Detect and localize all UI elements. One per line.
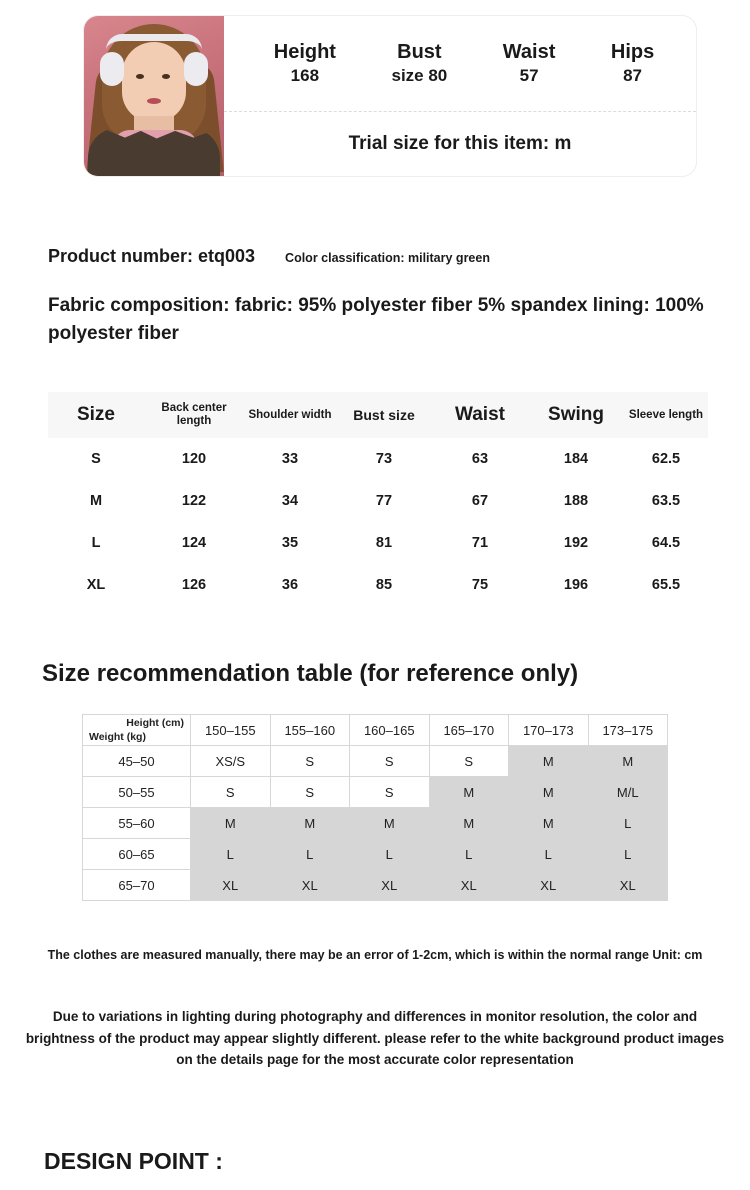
measure-bust-label: Bust bbox=[397, 41, 442, 64]
measure-height-label: Height bbox=[273, 41, 336, 64]
rec-table-corner-cell bbox=[83, 715, 191, 746]
rec-table-head bbox=[83, 715, 668, 746]
measure-height bbox=[274, 40, 336, 86]
table-row bbox=[48, 522, 708, 564]
rec-col-165-170: 165–170 bbox=[429, 715, 509, 746]
rec-table-header-row bbox=[83, 715, 668, 746]
product-number: Product number: etq003 bbox=[48, 246, 256, 266]
trial-size-text: Trial size for this item: m bbox=[348, 133, 572, 154]
size-cell: 188 bbox=[563, 493, 589, 510]
size-cell: S bbox=[91, 451, 101, 468]
size-table-col-size: Size bbox=[48, 392, 144, 438]
rec-weight-label: 60–65 bbox=[83, 839, 191, 870]
rec-cell: XL bbox=[270, 870, 350, 901]
table-row bbox=[48, 438, 708, 480]
size-cell: 77 bbox=[375, 493, 393, 510]
size-cell: 75 bbox=[471, 577, 489, 594]
rec-cell: S bbox=[429, 746, 509, 777]
measure-height-value: 168 bbox=[290, 66, 320, 86]
headphone-cup-right-icon bbox=[184, 52, 208, 86]
rec-cell: L bbox=[350, 839, 430, 870]
product-info-line bbox=[48, 246, 708, 267]
trial-size-row bbox=[224, 112, 696, 176]
rec-col-150-155: 150–155 bbox=[191, 715, 271, 746]
rec-cell: M bbox=[191, 808, 271, 839]
table-row bbox=[83, 777, 668, 808]
lips-icon bbox=[147, 98, 161, 104]
rec-cell: L bbox=[509, 839, 589, 870]
size-cell: 35 bbox=[281, 535, 299, 552]
rec-cell: L bbox=[588, 808, 668, 839]
rec-cell: S bbox=[191, 777, 271, 808]
rec-cell: XL bbox=[509, 870, 589, 901]
size-cell: 122 bbox=[181, 493, 207, 510]
size-recommendation-title: Size recommendation table (for reference only) bbox=[42, 660, 579, 687]
size-table-head bbox=[48, 392, 708, 438]
fabric-composition: Fabric composition: fabric: 95% polyester fiber 5% spandex lining: 100% polyester fiber bbox=[48, 295, 704, 344]
rec-weight-label: 55–60 bbox=[83, 808, 191, 839]
size-cell: 192 bbox=[563, 535, 589, 552]
headphone-cup-left-icon bbox=[100, 52, 124, 86]
rec-cell: M bbox=[509, 777, 589, 808]
measurement-row bbox=[224, 16, 696, 112]
size-cell: 65.5 bbox=[651, 577, 681, 594]
rec-col-155-160: 155–160 bbox=[270, 715, 350, 746]
rec-cell: M bbox=[429, 777, 509, 808]
size-cell: 184 bbox=[563, 451, 589, 468]
size-table-col-waist: Waist bbox=[432, 392, 528, 438]
size-table-body bbox=[48, 438, 708, 606]
measure-bust-value: size 80 bbox=[391, 66, 448, 86]
measure-waist-value: 57 bbox=[519, 66, 539, 86]
measure-bust bbox=[391, 40, 447, 86]
model-measurement-card bbox=[84, 16, 696, 176]
size-recommendation-table bbox=[82, 714, 668, 901]
headphone-band-icon bbox=[106, 34, 202, 50]
table-row bbox=[48, 564, 708, 606]
table-row bbox=[83, 808, 668, 839]
rec-cell: L bbox=[588, 839, 668, 870]
rec-cell: M/L bbox=[588, 777, 668, 808]
rec-cell: L bbox=[429, 839, 509, 870]
face-icon bbox=[122, 42, 186, 122]
rec-cell: S bbox=[270, 746, 350, 777]
size-measurement-table bbox=[48, 392, 708, 606]
rec-cell: XL bbox=[588, 870, 668, 901]
rec-cell: S bbox=[270, 777, 350, 808]
size-cell: 33 bbox=[281, 451, 299, 468]
rec-cell: XS/S bbox=[191, 746, 271, 777]
eye-right-icon bbox=[162, 74, 170, 79]
size-cell: 62.5 bbox=[651, 451, 681, 468]
eye-left-icon bbox=[136, 74, 144, 79]
rec-table-body bbox=[83, 746, 668, 901]
measure-hips-label: Hips bbox=[610, 41, 655, 64]
model-photo bbox=[84, 16, 224, 176]
size-cell: 120 bbox=[181, 451, 207, 468]
color-classification: Color classification: military green bbox=[285, 251, 490, 265]
rec-col-160-165: 160–165 bbox=[350, 715, 430, 746]
size-cell: L bbox=[91, 535, 101, 552]
size-table-col-swing: Swing bbox=[528, 392, 624, 438]
size-table-col-bust-size: Bust size bbox=[336, 392, 432, 438]
size-cell: 63 bbox=[471, 451, 489, 468]
measure-hips bbox=[611, 40, 654, 86]
size-cell: 126 bbox=[181, 577, 207, 594]
rec-weight-label: 65–70 bbox=[83, 870, 191, 901]
rec-weight-label: 45–50 bbox=[83, 746, 191, 777]
size-table-col-shoulder-width: Shoulder width bbox=[244, 392, 336, 438]
rec-cell: M bbox=[270, 808, 350, 839]
measure-hips-value: 87 bbox=[623, 66, 643, 86]
size-cell: 196 bbox=[563, 577, 589, 594]
size-cell: M bbox=[89, 493, 103, 510]
measure-waist bbox=[503, 40, 556, 86]
size-cell: 64.5 bbox=[651, 535, 681, 552]
color-disclaimer: Due to variations in lighting during photography and differences in monitor resolution, the color and brightness of the product may appear slightly different. please refer to the white background product images on the details page for the most accurate color representation bbox=[25, 1009, 725, 1068]
rec-height-axis-label: Height (cm) bbox=[126, 717, 184, 729]
table-row bbox=[83, 746, 668, 777]
rec-cell: M bbox=[509, 746, 589, 777]
size-table-header-row bbox=[48, 392, 708, 438]
size-cell: 67 bbox=[471, 493, 489, 510]
design-point-heading: DESIGN POINT : bbox=[44, 1148, 223, 1174]
measurement-disclaimer: The clothes are measured manually, there may be an error of 1-2cm, which is within the normal range Unit: cm bbox=[47, 948, 703, 962]
rec-cell: M bbox=[350, 808, 430, 839]
rec-cell: S bbox=[350, 777, 430, 808]
rec-cell: M bbox=[509, 808, 589, 839]
table-row bbox=[83, 870, 668, 901]
rec-cell: XL bbox=[191, 870, 271, 901]
size-cell: 81 bbox=[375, 535, 393, 552]
size-cell: 73 bbox=[375, 451, 393, 468]
rec-col-173-175: 173–175 bbox=[588, 715, 668, 746]
table-row bbox=[48, 480, 708, 522]
size-cell: 85 bbox=[375, 577, 393, 594]
rec-col-170-173: 170–173 bbox=[509, 715, 589, 746]
rec-weight-label: 50–55 bbox=[83, 777, 191, 808]
size-cell: 71 bbox=[471, 535, 489, 552]
size-table-col-back-center-length: Back center length bbox=[144, 392, 244, 438]
rec-cell: XL bbox=[350, 870, 430, 901]
rec-cell: M bbox=[429, 808, 509, 839]
size-table-col-sleeve-length: Sleeve length bbox=[624, 392, 708, 438]
rec-cell: M bbox=[588, 746, 668, 777]
size-cell: 124 bbox=[181, 535, 207, 552]
measure-waist-label: Waist bbox=[502, 41, 556, 64]
size-cell: XL bbox=[86, 577, 106, 594]
rec-cell: S bbox=[350, 746, 430, 777]
table-row bbox=[83, 839, 668, 870]
size-cell: 36 bbox=[281, 577, 299, 594]
measurement-panel bbox=[224, 16, 696, 176]
size-cell: 63.5 bbox=[651, 493, 681, 510]
rec-cell: XL bbox=[429, 870, 509, 901]
rec-weight-axis-label: Weight (kg) bbox=[89, 731, 146, 743]
rec-cell: L bbox=[191, 839, 271, 870]
size-cell: 34 bbox=[281, 493, 299, 510]
rec-cell: L bbox=[270, 839, 350, 870]
